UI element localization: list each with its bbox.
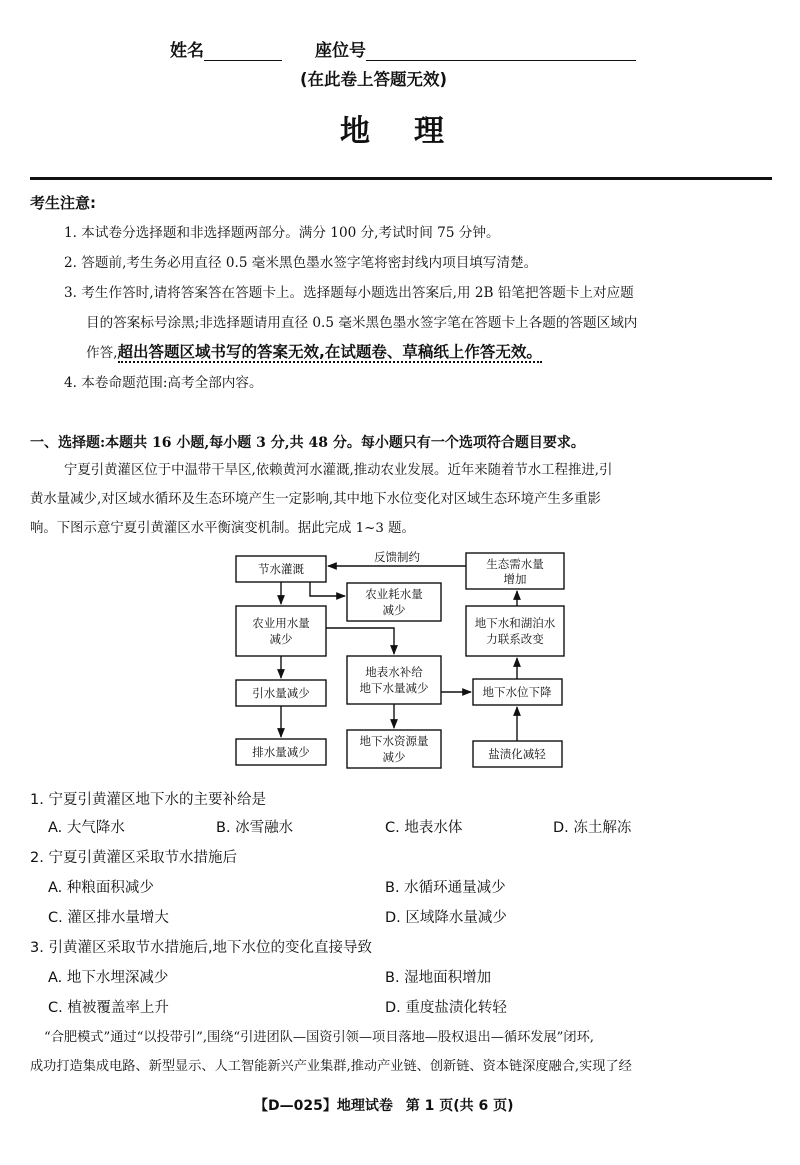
intro-line-2: 黄水量减少,对区域水循环及生态环境产生一定影响,其中地下水位变化对区域生态环境产生多重影 [30, 492, 601, 507]
label-salinization: 盐渍化减轻 [488, 747, 546, 761]
label-agri-use-1: 农业用水量 [252, 616, 310, 630]
box-surface-recharge [347, 656, 441, 704]
label-feedback: 反馈制约 [374, 550, 420, 564]
q1-option-d: D. 冻土解冻 [553, 820, 632, 836]
label-gw-resource-1: 地下水资源量 [359, 734, 429, 748]
q2-option-d: D. 区域降水量减少 [385, 910, 507, 926]
q3-option-b: B. 湿地面积增加 [385, 970, 492, 986]
arrow-use-to-recharge [326, 628, 394, 654]
question-1-stem: 1. 宁夏引黄灌区地下水的主要补给是 [30, 792, 266, 808]
footer-page: 第 1 页(共 6 页) [405, 1098, 514, 1114]
seat-label: 座位号 [315, 41, 366, 61]
q2-option-b: B. 水循环通量减少 [385, 880, 506, 896]
question-3-stem: 3. 引黄灌区采取节水措施后,地下水位的变化直接导致 [30, 940, 373, 956]
label-eco-demand-2: 增加 [503, 572, 527, 586]
q2-option-c: C. 灌区排水量增大 [48, 910, 169, 926]
notice-item-2: 2. 答题前,考生务必用直径 0.5 毫米黑色墨水签字笔将密封线内项目填写清楚。 [64, 255, 538, 271]
page-footer [254, 1095, 514, 1115]
notice-item-3-prefix: 作答, [86, 345, 118, 361]
passage2-line-2: 成功打造集成电路、新型显示、人工智能新兴产业集群,推动产业链、创新链、资本链深度融合,实现了经 [30, 1059, 632, 1074]
name-label: 姓名 [170, 41, 204, 61]
q1-option-c: C. 地表水体 [385, 820, 463, 836]
passage2-line-1: “合肥模式”通过“以投带引”,围绕“引进团队—国资引领—项目落地—股权退出—循环发展”闭环, [44, 1030, 594, 1045]
label-gw-lake-1: 地下水和湖泊水 [474, 616, 556, 630]
label-agri-consumption-2: 减少 [382, 603, 406, 617]
section-title: 一、选择题:本题共 16 小题,每小题 3 分,共 48 分。每小题只有一个选项符合题目要求。 [30, 435, 585, 451]
label-intake: 引水量减少 [252, 686, 310, 700]
q1-option-a: A. 大气降水 [48, 820, 125, 836]
label-water-saving: 节水灌溉 [258, 562, 304, 576]
label-drainage: 排水量减少 [252, 745, 310, 759]
q3-option-a: A. 地下水埋深减少 [48, 970, 169, 986]
notice-title: 考生注意: [30, 194, 96, 212]
label-gw-level: 地下水位下降 [482, 685, 552, 699]
notice-item-1: 1. 本试卷分选择题和非选择题两部分。满分 100 分,考试时间 75 分钟。 [64, 225, 500, 241]
intro-line-1: 宁夏引黄灌区位于中温带干旱区,依赖黄河水灌溉,推动农业发展。近年来随着节水工程推进,引 [64, 463, 613, 478]
notice-item-4: 4. 本卷命题范围:高考全部内容。 [64, 375, 263, 391]
q1-option-b: B. 冰雪融水 [216, 820, 294, 836]
arrow-saving-to-consumption [310, 582, 345, 596]
label-surface-recharge-1: 地表水补给 [365, 665, 423, 679]
notice-item-3-line1: 3. 考生作答时,请将答案答在答题卡上。选择题每小题选出答案后,用 2B 铅笔把答题卡上对应题 [64, 285, 634, 301]
question-2-stem: 2. 宁夏引黄灌区采取节水措施后 [30, 850, 237, 866]
box-gw-lake [466, 606, 564, 656]
label-surface-recharge-2: 地下水量减少 [359, 681, 429, 695]
label-eco-demand-1: 生态需水量 [486, 557, 544, 571]
subject-title: 地理 [340, 114, 488, 149]
label-gw-lake-2: 力联系改变 [486, 632, 544, 646]
footer-code: 【D—025】地理试卷 [254, 1098, 393, 1114]
q3-option-d: D. 重度盐渍化转轻 [385, 1000, 507, 1016]
intro-line-3: 响。下图示意宁夏引黄灌区水平衡演变机制。据此完成 1~3 题。 [30, 521, 415, 536]
notice-item-3-line2: 目的答案标号涂黑;非选择题请用直径 0.5 毫米黑色墨水签字笔在答题卡上各题的答题区域内 [86, 315, 638, 331]
q3-option-c: C. 植被覆盖率上升 [48, 1000, 169, 1016]
box-agri-use [236, 606, 326, 656]
invalid-note: (在此卷上答题无效) [300, 70, 448, 89]
label-agri-consumption-1: 农业耗水量 [365, 587, 423, 601]
q2-option-a: A. 种粮面积减少 [48, 880, 154, 896]
notice-emphasis: 超出答题区域书写的答案无效,在试题卷、草稿纸上作答无效。 [117, 343, 542, 361]
label-agri-use-2: 减少 [269, 632, 293, 646]
label-gw-resource-2: 减少 [382, 750, 406, 764]
